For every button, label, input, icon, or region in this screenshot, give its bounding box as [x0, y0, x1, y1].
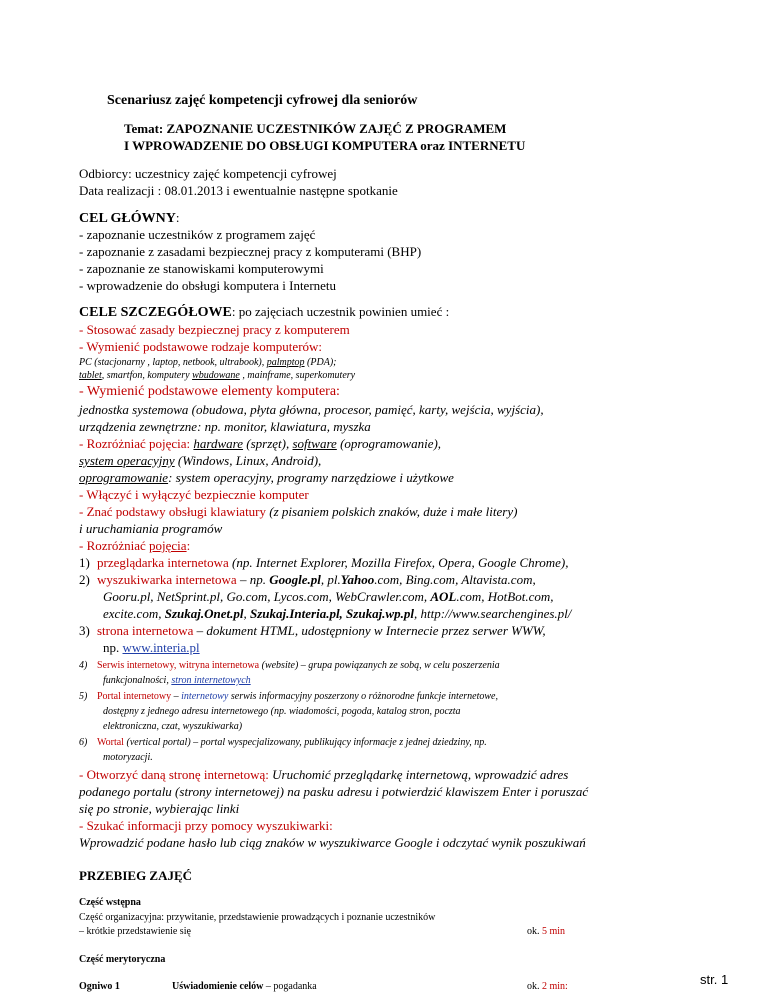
goal-item: - Wymienić podstawowe rodzaje komputerów: [79, 339, 323, 354]
goal-item: - Znać podstawy obsługi klawiatury (z pisaniem polskich znaków, duże i małe litery) [79, 504, 518, 519]
specific-goals-heading: CELE SZCZEGÓŁOWE: po zajęciach uczestnik powinien umieć : [79, 304, 450, 320]
intro-part-heading: Część wstępna [79, 897, 141, 908]
time-estimate: ok. 2 min: [527, 981, 568, 992]
term-subtext: elektroniczna, czat, wyszukiwarka) [103, 721, 243, 732]
link-label: Ogniwo 1 [79, 981, 120, 992]
goal-subtext: urządzenia zewnętrzne: np. monitor, klawiatura, myszka [79, 419, 371, 434]
topic-line-1: Temat: ZAPOZNANIE UCZESTNIKÓW ZAJĘĆ Z PROGRAMEM [124, 121, 507, 136]
goal-item: - Stosować zasady bezpiecznej pracy z komputerem [79, 322, 350, 337]
term-item: 6) Wortal (vertical portal) – portal wyspecjalizowany, publikujący informacje z jednej dziedziny, np. [79, 737, 487, 748]
goal-subtext: oprogramowanie: system operacyjny, programy narzędziowe i użytkowe [79, 470, 454, 485]
goal-item: - Wymienić podstawowe elementy komputera: [79, 384, 340, 399]
intro-line: – krótkie przedstawienie się [79, 926, 191, 937]
goal-subtext: podanego portalu (strony internetowej) na pasku adresu i potwierdzić klawiszem Enter i poruszać [79, 784, 589, 799]
main-goal-item: - wprowadzenie do obsługi komputera i Internetu [79, 278, 337, 293]
goal-item: - Rozróżniać pojęcia: hardware (sprzęt), software (oprogramowanie), [79, 436, 442, 451]
term-item: 1) przeglądarka internetowa (np. Internet Explorer, Mozilla Firefox, Opera, Google Chrome), [79, 555, 569, 570]
goal-subtext: się po stronie, wybierając linki [79, 801, 240, 816]
term-item: 5) Portal internetowy – internetowy serwis informacyjny poszerzony o różnorodne funkcje internetowe, [79, 691, 498, 702]
term-item: 4) Serwis internetowy, witryna internetowa (website) – grupa powiązanych ze sobą, w celu poszerzenia [79, 660, 500, 671]
org-line: Część organizacyjna: przywitanie, przedstawienie prowadzących i poznanie uczestników [79, 912, 436, 923]
topic-line-2: I WPROWADZENIE DO OBSŁUGI KOMPUTERA oraz INTERNETU [124, 138, 526, 153]
audience-line: Odbiorcy: uczestnicy zajęć kompetencji cyfrowej [79, 166, 337, 181]
document-title: Scenariusz zajęć kompetencji cyfrowej dla seniorów [107, 93, 418, 108]
main-goal-item: - zapoznanie uczestników z programem zajęć [79, 227, 316, 242]
goal-subtext: Wprowadzić podane hasło lub ciąg znaków w wyszukiwarce Google i odczytać wynik poszukiwań [79, 835, 586, 850]
goal-subtext: system operacyjny (Windows, Linux, Android), [79, 453, 322, 468]
goal-item: - Szukać informacji przy pomocy wyszukiwarki: [79, 818, 333, 833]
goal-item: - Włączyć i wyłączyć bezpiecznie komputer [79, 487, 309, 502]
term-subtext: funkcjonalności, stron internetowych [103, 675, 251, 686]
web-pages-link[interactable]: stron internetowych [171, 675, 251, 686]
goal-subtext: i uruchamiania programów [79, 521, 223, 536]
goal-subtext: PC (stacjonarny , laptop, netbook, ultrabook), palmptop (PDA); [79, 357, 337, 368]
term-item: 3) strona internetowa – dokument HTML, udostępniony w Internecie przez serwer WWW, [79, 623, 546, 638]
page-number: str. 1 [700, 972, 729, 987]
term-subtext: Gooru.pl, NetSprint.pl, Go.com, Lycos.com, WebCrawler.com, AOL.com, HotBot.com, [103, 589, 554, 604]
term-subtext: np. www.interia.pl [103, 640, 200, 655]
goal-item: - Otworzyć daną stronę internetową: Uruchomić przeglądarkę internetową, wprowadzić adres [79, 767, 569, 782]
time-estimate: ok. 5 min [527, 926, 566, 937]
main-goal-item: - zapoznanie z zasadami bezpiecznej pracy z komputerami (BHP) [79, 244, 422, 259]
interia-link[interactable]: www.interia.pl [122, 640, 200, 655]
term-subtext: excite.com, Szukaj.Onet.pl, Szukaj.Interia.pl, Szukaj.wp.pl, http://www.searchengines.pl/ [103, 606, 572, 621]
term-subtext: dostępny z jednego adresu internetowego (np. wiadomości, pogoda, katalog stron, poczta [103, 706, 461, 717]
term-subtext: motoryzacji. [103, 752, 153, 763]
goal-item: - Rozróżniać pojęcia: [79, 538, 191, 553]
term-item: 2) wyszukiwarka internetowa – np. Google.pl, pl.Yahoo.com, Bing.com, Altavista.com, [79, 572, 536, 587]
link-description: Uświadomienie celów – pogadanka [172, 981, 317, 992]
content-part-heading: Część merytoryczna [79, 954, 166, 965]
main-goal-item: - zapoznanie ze stanowiskami komputerowymi [79, 261, 324, 276]
goal-subtext: jednostka systemowa (obudowa, płyta główna, procesor, pamięć, karty, wejścia, wyjścia), [79, 402, 544, 417]
date-line: Data realizacji : 08.01.2013 i ewentualnie następne spotkanie [79, 183, 398, 198]
main-goal-heading: CEL GŁÓWNY: [79, 210, 180, 226]
goal-subtext: tablet, smartfon, komputery wbudowane , mainframe, superkomutery [79, 370, 356, 381]
course-heading: PRZEBIEG ZAJĘĆ [79, 868, 193, 883]
